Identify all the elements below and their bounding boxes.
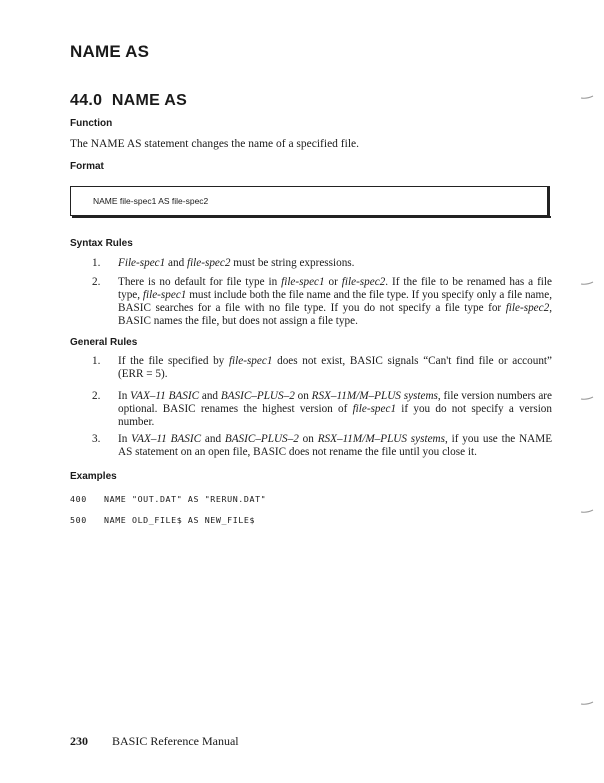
format-box-shadow [72, 216, 551, 218]
rule-text: In VAX–11 BASIC and BASIC–PLUS–2 on RSX–11M/M–PLUS systems, file version numbers are optional. BASIC renames the highest version of file-spec1 if you do not specify a version number. [118, 390, 552, 428]
scan-mark [580, 94, 594, 100]
running-head: NAME AS [70, 42, 150, 61]
rule-text: There is no default for file type in file-spec1 or file-spec2. If the file to be renamed has a file type, file-spec1 must include both the file name and the file type. If you specify only a file name, BASIC searches for a file with no file type. If you do not specify a file type for file-spec2, BASIC names the file, but does not assign a file type. [118, 276, 552, 327]
function-heading: Function [70, 118, 113, 129]
rule-number: 1. [92, 257, 101, 269]
scan-mark [580, 700, 594, 706]
format-heading: Format [70, 161, 104, 172]
line-number: 400 [70, 494, 87, 504]
line-number: 500 [70, 515, 87, 525]
code-text: NAME OLD_FILE$ AS NEW_FILE$ [104, 515, 256, 525]
scan-mark [580, 508, 594, 514]
scan-mark [580, 280, 594, 286]
format-syntax: NAME file-spec1 AS file-spec2 [93, 196, 209, 206]
general-rules-heading: General Rules [70, 337, 138, 348]
format-box [70, 186, 548, 216]
page-number: 230 [70, 734, 88, 748]
scan-mark [580, 395, 594, 401]
examples-heading: Examples [70, 471, 117, 482]
code-text: NAME "OUT.DAT" AS "RERUN.DAT" [104, 494, 267, 504]
rule-text: If the file specified by file-spec1 does not exist, BASIC signals “Can't find file or account” (ERR = 5). [118, 355, 552, 380]
syntax-rules-heading: Syntax Rules [70, 238, 133, 249]
rule-number: 1. [92, 355, 101, 367]
rule-number: 2. [92, 276, 101, 288]
rule-text: File-spec1 and file-spec2 must be string expressions. [118, 257, 355, 269]
rule-text: In VAX–11 BASIC and BASIC–PLUS–2 on RSX–11M/M–PLUS systems, if you use the NAME AS statement on an open file, BASIC does not rename the file until you close it. [118, 433, 553, 458]
function-text: The NAME AS statement changes the name of a specified file. [70, 138, 360, 150]
section-title: 44.0 NAME AS [70, 92, 188, 109]
rule-number: 2. [92, 390, 101, 402]
footer-title: BASIC Reference Manual [112, 734, 239, 748]
rule-number: 3. [92, 433, 101, 445]
